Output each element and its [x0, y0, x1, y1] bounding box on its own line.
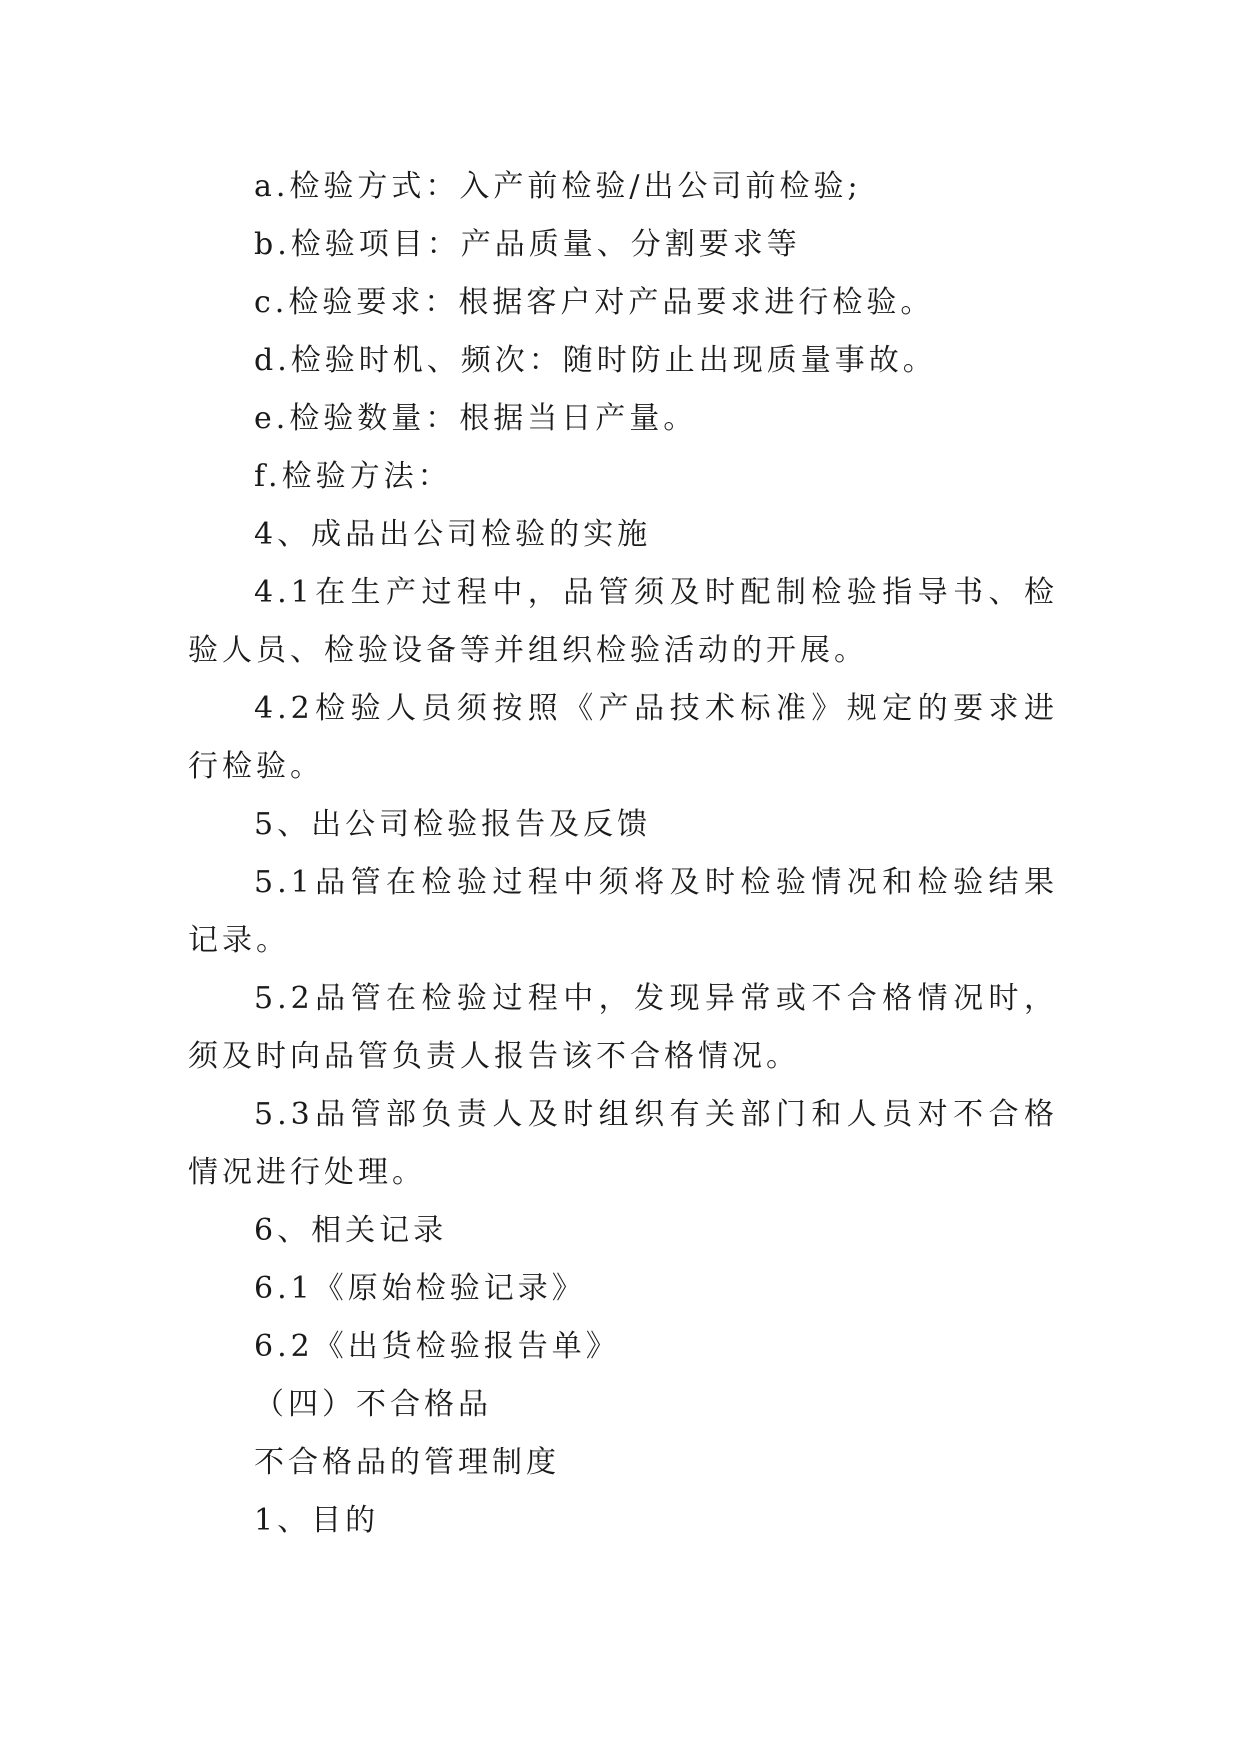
heading-part-four: （四）不合格品 [254, 1387, 492, 1422]
paragraph-inspection-approach: f.检验方法： [254, 459, 452, 494]
paragraph-inspection-requirements: c.检验要求：根据客户对产品要求进行检验。 [254, 285, 935, 320]
paragraph-6-1: 6.1《原始检验记录》 [254, 1271, 586, 1306]
heading-section-5: 5、出公司检验报告及反馈 [254, 807, 652, 842]
paragraph-inspection-quantity: e.检验数量：根据当日产量。 [254, 401, 698, 436]
paragraph-inspection-items: b.检验项目：产品质量、分割要求等 [254, 227, 801, 262]
paragraph-5-1: 5.1品管在检验过程中须将及时检验情况和检验结果记录。 [188, 865, 1058, 958]
paragraph-inspection-timing: d.检验时机、频次：随时防止出现质量事故。 [254, 343, 937, 378]
paragraph-4-1: 4.1在生产过程中，品管须及时配制检验指导书、检验人员、检验设备等并组织检验活动的开展。 [188, 575, 1058, 668]
paragraph-inspection-method: a.检验方式：入产前检验/出公司前检验; [254, 169, 862, 204]
document-page [188, 158, 1058, 1550]
heading-nonconforming-policy: 不合格品的管理制度 [254, 1445, 560, 1480]
heading-purpose: 1、目的 [254, 1503, 380, 1538]
paragraph-4-2: 4.2检验人员须按照《产品技术标准》规定的要求进行检验。 [188, 691, 1058, 784]
paragraph-6-2: 6.2《出货检验报告单》 [254, 1329, 620, 1364]
heading-section-4: 4、成品出公司检验的实施 [254, 517, 652, 552]
paragraph-5-3: 5.3品管部负责人及时组织有关部门和人员对不合格情况进行处理。 [188, 1097, 1058, 1190]
paragraph-5-2: 5.2品管在检验过程中，发现异常或不合格情况时，须及时向品管负责人报告该不合格情况。 [188, 981, 1058, 1074]
heading-section-6: 6、相关记录 [254, 1213, 448, 1248]
